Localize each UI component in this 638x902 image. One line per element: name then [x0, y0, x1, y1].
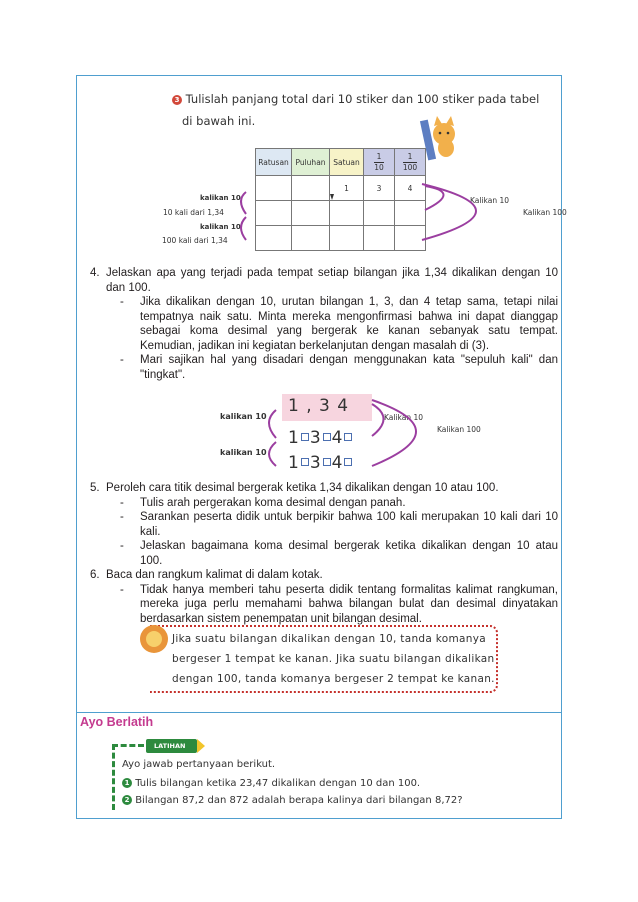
practice-question-2: [122, 795, 463, 806]
table-cell: [364, 226, 395, 251]
digit: 4: [331, 428, 344, 448]
latihan-bracket: [112, 744, 115, 810]
dash-marker: -: [120, 511, 124, 523]
digits-left-label: kalikan 10: [220, 412, 267, 421]
table-cell: [395, 226, 426, 251]
lion-icon: [140, 625, 168, 653]
digit: 3: [309, 428, 322, 448]
table-left-label: 10 kali dari 1,34: [163, 208, 224, 217]
subitem-text: Jelaskan bagaimana koma desimal bergerak ketika dikalikan dengan 10 atau 100.: [140, 540, 558, 567]
table-cell: 3: [364, 176, 395, 201]
square-box: [301, 458, 309, 466]
item-text: Jelaskan apa yang terjadi pada tempat setiap bilangan jika 1,34 dikalikan dengan 10 dan 100.: [106, 267, 558, 294]
table-cell: [256, 176, 292, 201]
digits-right-label: Kalikan 100: [437, 425, 481, 434]
question-3-line2: di bawah ini.: [182, 114, 256, 128]
digit: 4: [331, 453, 344, 473]
subitem-text: Tidak hanya memberi tahu peserta didik tentang formalitas kalimat rangkuman, mereka juga perlu memahami bahwa bilangan bulat dan desimal dinyatakan berdasarkan sistem penempatan unit bilangan desimal.: [140, 583, 558, 625]
question-number-badge: 3: [172, 95, 182, 105]
latihan-tab: LATIHAN: [146, 739, 197, 753]
header-ratusan: Ratusan: [256, 149, 292, 176]
list-subitem: [90, 295, 558, 353]
table-cell: [256, 226, 292, 251]
table-cell: [292, 176, 330, 201]
digits-right-label: Kalikan 10: [384, 413, 424, 422]
table-cell: [256, 201, 292, 226]
item-text: Peroleh cara titik desimal bergerak ketika 1,34 dikalikan dengan 10 atau 100.: [106, 482, 499, 494]
item-text: Baca dan rangkum kalimat di dalam kotak.: [106, 569, 323, 581]
digit: 1: [288, 428, 300, 448]
subitem-text: Tulis arah pergerakan koma desimal dengan panah.: [140, 496, 406, 509]
list-item: [90, 568, 558, 583]
table-cell: [364, 201, 395, 226]
item-marker: 4.: [90, 267, 100, 279]
summary-line: bergeser 1 tempat ke kanan. Jika suatu bilangan dikalikan: [172, 653, 495, 665]
list-item: [90, 481, 558, 496]
digit: 3: [309, 453, 322, 473]
question-text: Bilangan 87,2 dan 872 adalah berapa kalinya dari bilangan 8,72?: [135, 795, 463, 806]
table-row: [256, 201, 426, 226]
lion-face: [146, 631, 162, 647]
frac-denominator: 10: [374, 162, 384, 172]
items-5-6: [90, 481, 558, 626]
square-box: [323, 458, 331, 466]
summary-text: [172, 629, 495, 689]
table-left-label: kalikan 10: [200, 194, 241, 202]
summary-line: dengan 100, tanda komanya bergeser 2 tempat ke kanan.: [172, 673, 495, 685]
header-satuan: Satuan: [330, 149, 364, 176]
list-subitem: [90, 510, 558, 539]
digits-left-label: kalikan 10: [220, 448, 267, 457]
dash-marker: -: [120, 296, 124, 308]
table-right-label: Kalikan 100: [523, 208, 567, 217]
question-number-badge: 2: [122, 795, 132, 805]
table-cell: 4: [395, 176, 426, 201]
subitem-text: Mari sajikan hal yang disadari dengan menggunakan kata "sepuluh kali" dan "tingkat".: [140, 354, 558, 381]
question-number-badge: 1: [122, 778, 132, 788]
digits-row-3: [288, 453, 353, 473]
frac-numerator: 1: [374, 152, 384, 163]
table-row: [256, 176, 426, 201]
practice-heading: Ayo Berlatih: [80, 715, 154, 729]
list-subitem: [90, 583, 558, 627]
table-header-row: [256, 149, 426, 176]
item-4: [90, 266, 558, 382]
practice-intro: Ayo jawab pertanyaan berikut.: [122, 759, 276, 770]
list-subitem: [90, 539, 558, 568]
dash-marker: -: [120, 540, 124, 552]
table-cell: [395, 201, 426, 226]
summary-line: Jika suatu bilangan dikalikan dengan 10, tanda komanya: [172, 633, 486, 645]
digit: 1: [288, 453, 300, 473]
section-divider: [76, 712, 562, 713]
dash-marker: -: [120, 583, 124, 596]
dash-marker: -: [120, 354, 124, 366]
header-puluhan: Puluhan: [292, 149, 330, 176]
item-marker: 5.: [90, 482, 100, 494]
digits-row-1: 1 , 3 4: [288, 396, 350, 416]
subitem-text: Sarankan peserta didik untuk berpikir bahwa 100 kali merupakan 10 kali dari 10 kali.: [140, 511, 558, 538]
list-subitem: [90, 496, 558, 511]
table-cell: 1: [330, 176, 364, 201]
latihan-bracket: [112, 744, 144, 747]
square-box: [323, 433, 331, 441]
header-hundredths: [395, 149, 426, 176]
square-box: [344, 458, 352, 466]
list-item: [90, 266, 558, 295]
table-row: [256, 226, 426, 251]
subitem-text: Jika dikalikan dengan 10, urutan bilangan 1, 3, dan 4 tetap sama, tetapi nilai tempatnya naik satu. Minta mereka mengonfirmasi bahwa ini dapat dianggap sebagai koma desimal yang bergerak ke kanan sebanyak satu tempat. Kemudian, jadikan ini kegiatan berkelanjutan dengan masalah di (3).: [140, 296, 558, 352]
table-cell: [330, 226, 364, 251]
table-cell: [292, 226, 330, 251]
question-text: Tulis bilangan ketika 23,47 dikalikan dengan 10 dan 100.: [135, 778, 421, 789]
frac-denominator: 100: [402, 162, 418, 172]
table-left-label: kalikan 10: [200, 223, 241, 231]
dash-marker: -: [120, 496, 124, 509]
square-box: [344, 433, 352, 441]
question-3-line1: Tulislah panjang total dari 10 stiker dan 100 stiker pada tabel: [185, 92, 540, 106]
table-cell: [330, 201, 364, 226]
header-tenths: [364, 149, 395, 176]
table-left-label: 100 kali dari 1,34: [162, 236, 228, 245]
table-right-label: Kalikan 10: [470, 196, 510, 205]
digits-row-2: [288, 428, 353, 448]
item-marker: 6.: [90, 569, 100, 581]
question-3-title: [172, 88, 542, 132]
square-box: [301, 433, 309, 441]
table-cell: [292, 201, 330, 226]
practice-question-1: [122, 778, 420, 789]
place-value-table: [255, 148, 426, 251]
list-subitem: [90, 353, 558, 382]
frac-numerator: 1: [403, 152, 417, 163]
